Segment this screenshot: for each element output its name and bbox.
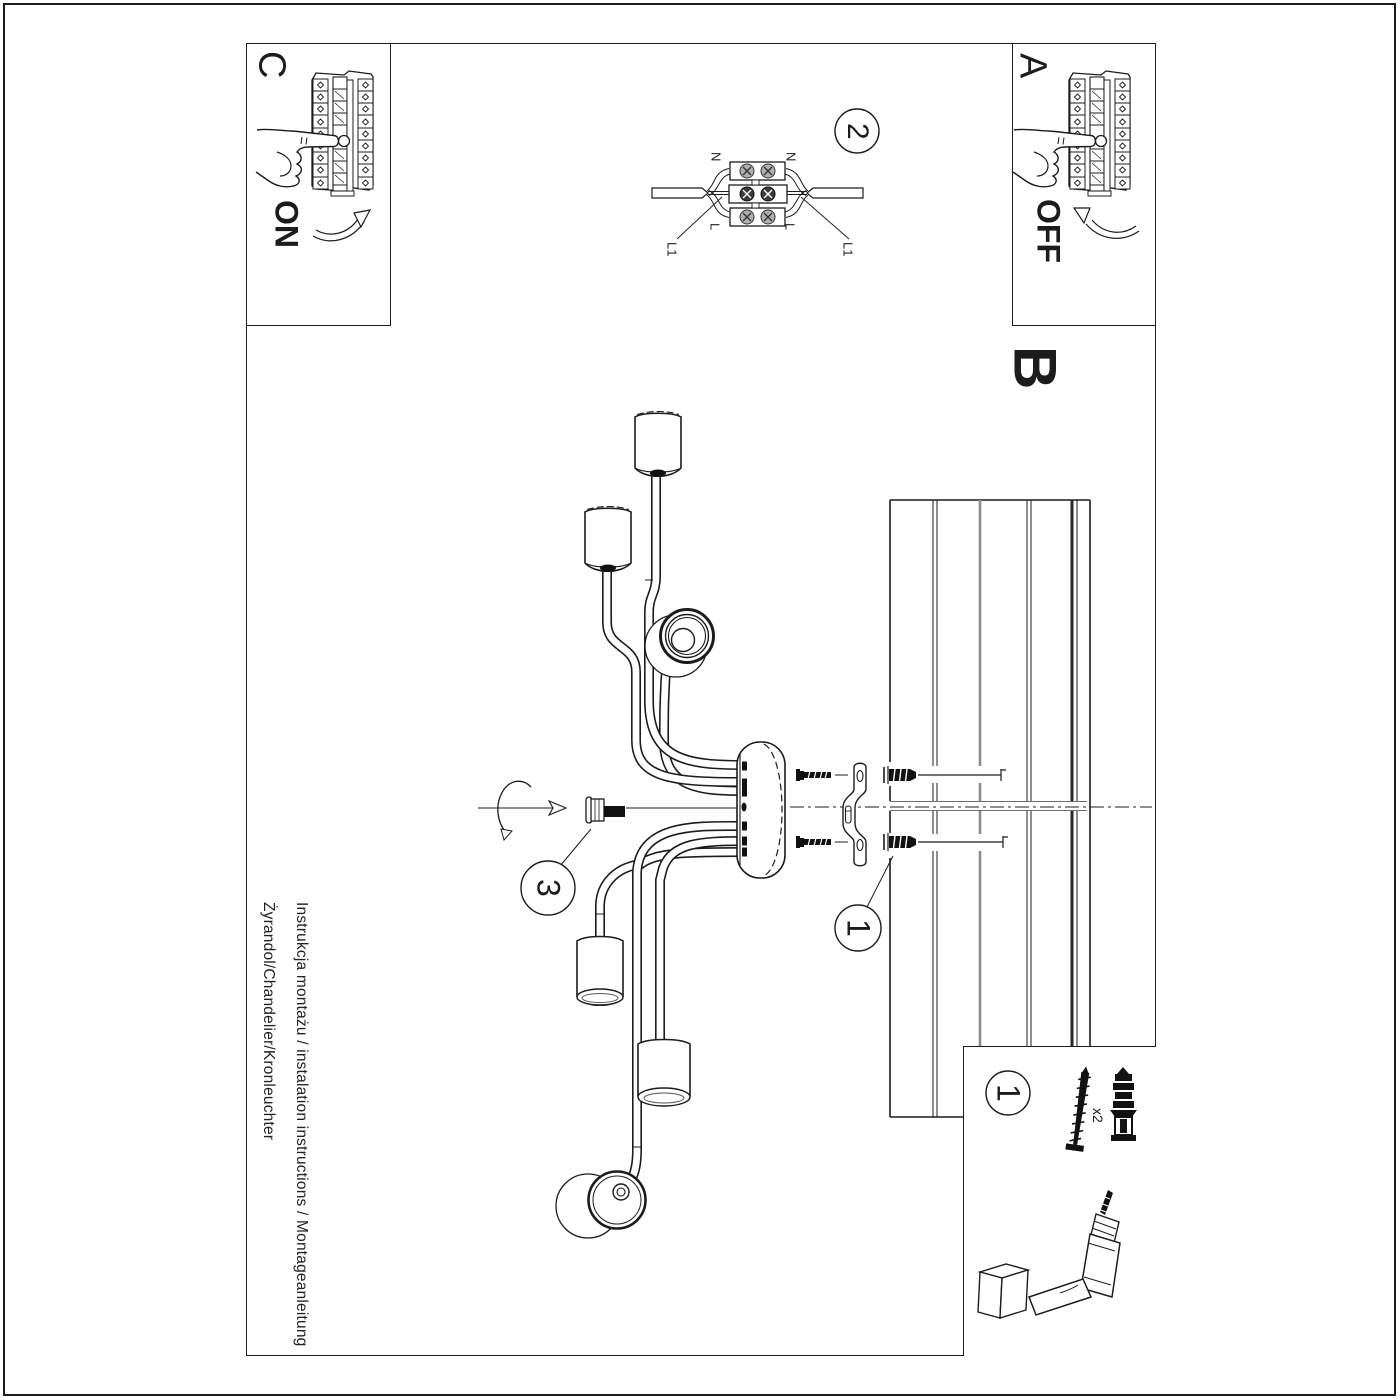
wire-label: L: [782, 223, 798, 231]
lamp-shade-icon: [638, 1040, 690, 1107]
wire-label: L1: [664, 241, 680, 257]
wire-label-n-left: [704, 145, 728, 169]
step-badge-kit: [986, 1071, 1030, 1115]
cable-icon: [652, 188, 708, 198]
rotation-arrow-icon: [498, 781, 531, 832]
footer-line-2: Żyrandol/Chandelier/Kronleuchter: [260, 902, 277, 1141]
lamp-shade-icon: [585, 507, 631, 572]
step-number: 1: [840, 919, 877, 937]
section-letter-c-label: C: [250, 51, 293, 79]
wire-label: N: [708, 152, 724, 162]
step-badge-wiring: [835, 109, 879, 153]
curved-arrow-icon: [313, 210, 370, 241]
leader-line: [560, 829, 591, 866]
mounting-screw-icon: [796, 836, 848, 848]
wire-label: N: [783, 152, 799, 162]
off-label: OFF: [1030, 199, 1067, 263]
step-number: 3: [530, 879, 567, 897]
wire-label-l1-right: [834, 232, 862, 266]
section-letter-b-label: B: [1001, 346, 1069, 390]
lamp-shade-icon: [577, 937, 623, 1006]
mounting-screw-icon: [796, 769, 848, 781]
leader-line: [867, 856, 893, 907]
wiring-diagram: [652, 162, 863, 239]
wire-label-l-left: [703, 215, 727, 239]
wire-label: L: [707, 223, 723, 231]
wire-label-n-right: [779, 145, 803, 169]
step-badge-center-screw: [526, 866, 570, 910]
canopy-plate: [737, 742, 785, 878]
step-number: 1: [990, 1084, 1027, 1102]
wire-label-l-right: [778, 215, 802, 239]
kit-quantity: [1084, 1099, 1112, 1131]
wire-label: L1: [840, 241, 856, 257]
step-number: 2: [841, 122, 874, 140]
drill-icon: [978, 1190, 1120, 1318]
section-letter-b: [1001, 338, 1069, 398]
footer-line-1: Instrukcja montażu / instalation instructions / Montageanleitung: [293, 902, 310, 1347]
step-badge-wall-fixing: [836, 906, 880, 950]
on-label: ON: [268, 200, 305, 248]
section-letter-a-label: A: [1011, 53, 1054, 79]
mounting-bracket-icon: [843, 763, 866, 866]
section-letter-c: [251, 45, 291, 85]
switch-on-label: [266, 194, 306, 254]
lamp-shade-icon: [645, 610, 714, 678]
footer-text: [252, 902, 318, 1346]
section-letter-a: [1012, 46, 1052, 86]
wire-label-l1-left: [658, 232, 686, 266]
kit-wall-plug-icon: [1110, 1067, 1137, 1141]
switch-off-label: [1028, 196, 1068, 266]
lamp-shade-icon: [556, 1172, 646, 1239]
curved-arrow-icon: [1074, 208, 1139, 238]
kit-quantity-label: x2: [1090, 1107, 1106, 1123]
lamp-shade-icon: [635, 412, 681, 477]
cable-icon: [807, 188, 863, 198]
